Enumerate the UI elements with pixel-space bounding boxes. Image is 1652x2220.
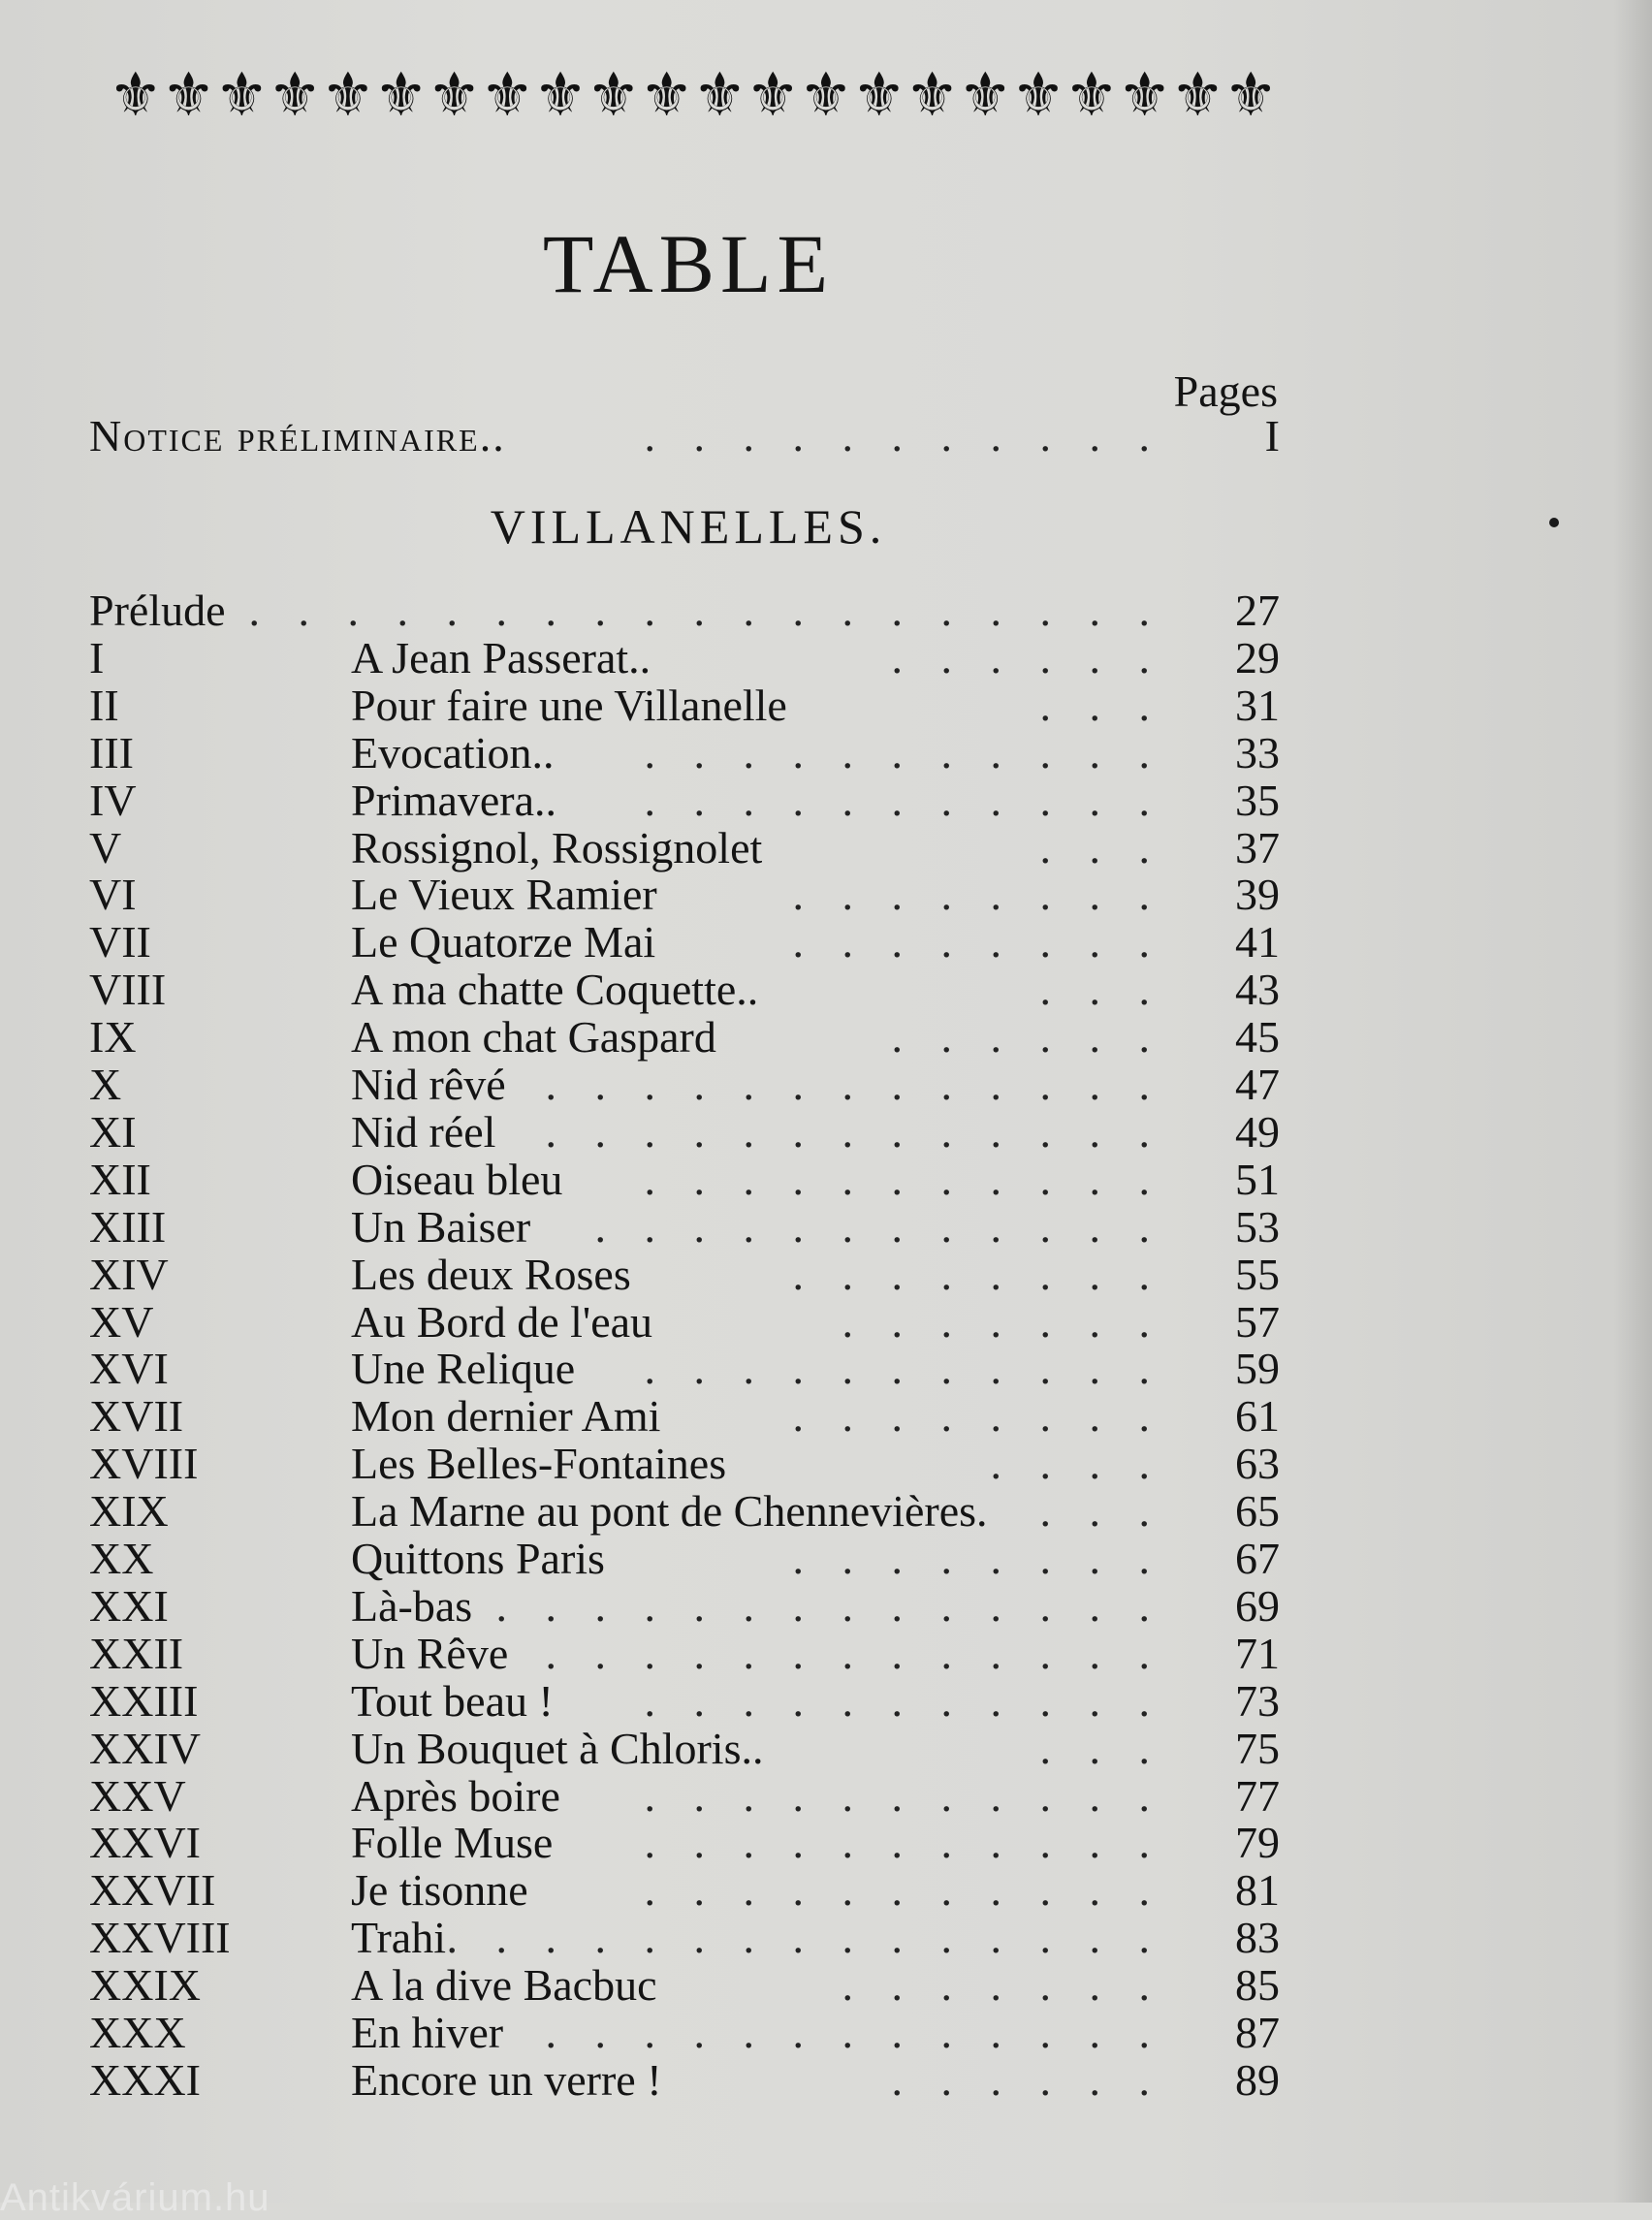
toc-entry [89, 1203, 1280, 1252]
fleur-de-lis-icon: ⚜ [1011, 59, 1060, 130]
entry-title: Rossignol, Rossignolet [351, 822, 763, 872]
dot-leader: . . . [1039, 1486, 1163, 1537]
dot-leader: . . . . . . . . . . . . [594, 1201, 1163, 1252]
fleur-de-lis-icon: ⚜ [373, 59, 423, 130]
fleur-de-lis-icon: ⚜ [958, 59, 1007, 130]
entry-title: Encore un verre ! [351, 2054, 662, 2105]
entry-title: Le Vieux Ramier [351, 870, 657, 920]
toc-entry [89, 1440, 1280, 1488]
entry-title: Folle Muse [351, 1818, 554, 1868]
dot-leader: . . . . . . . [842, 1296, 1163, 1347]
page-edge-shadow [1613, 0, 1652, 2203]
dot-leader: . . . . . . [891, 632, 1163, 682]
toc-entry [89, 1725, 1280, 1773]
entry-page-number: 27 [1235, 586, 1280, 635]
fleur-de-lis-icon: ⚜ [533, 59, 582, 130]
entry-title: Là-bas [351, 1580, 473, 1631]
fleur-de-lis-icon: ⚜ [109, 59, 157, 130]
entry-numeral: IX [89, 1012, 137, 1062]
entry-page-number: 85 [1235, 1960, 1280, 2011]
entry-numeral: XXX [89, 2008, 186, 2057]
fleur-de-lis-icon: ⚜ [905, 59, 954, 130]
entry-page-number: 63 [1235, 1439, 1280, 1489]
entry-page-number: 67 [1235, 1534, 1280, 1583]
fleur-de-lis-icon: ⚜ [1064, 59, 1113, 130]
dot-leader: . . . . . . . [842, 1960, 1163, 2011]
entry-numeral: IV [89, 775, 137, 825]
entry-title: Trahi [351, 1913, 446, 1963]
dot-leader: . . . . . . . . [792, 1249, 1163, 1299]
dot-leader: . . . . . . . . . . . . . [545, 1060, 1163, 1109]
dot-leader: . . . . . . . . . . . [644, 1675, 1163, 1726]
fleur-de-lis-icon: ⚜ [214, 59, 264, 130]
fleur-de-lis-icon: ⚜ [480, 59, 529, 130]
entry-title: Quittons Paris [351, 1534, 605, 1583]
dot-leader: . . . . . . . . [792, 1534, 1163, 1583]
dot-leader: . . . . . . . . . . . [644, 1865, 1163, 1916]
fleur-de-lis-ornament-border [109, 56, 1272, 134]
toc-entry [89, 918, 1280, 967]
toc-entry [89, 729, 1280, 777]
watermark: Antikvárium.hu [0, 2176, 270, 2219]
dot-leader: . . . . . . . . . . . . . [545, 1106, 1163, 1157]
entry-page-number: 47 [1235, 1060, 1280, 1109]
toc-entry [89, 1866, 1280, 1915]
dot-leader: . . . . . . [891, 2054, 1163, 2105]
entry-numeral: II [89, 680, 119, 730]
dot-leader: . . . . . . . . . . . [644, 411, 1163, 460]
entry-page-number: 83 [1235, 1913, 1280, 1963]
entry-numeral: X [89, 1060, 122, 1109]
fleur-de-lis-icon: ⚜ [692, 59, 742, 130]
entry-numeral: III [89, 727, 134, 777]
entry-numeral: XV [89, 1296, 154, 1347]
entry-numeral: XIII [89, 1201, 167, 1252]
toc-entry [89, 1013, 1280, 1062]
entry-title: Un Bouquet à Chloris.. [351, 1723, 764, 1773]
entry-numeral: XXV [89, 1770, 186, 1821]
dot-leader: . . . . . . . . [792, 870, 1163, 920]
entry-page-number: 69 [1235, 1580, 1280, 1631]
toc-entry [89, 1108, 1280, 1157]
entry-title: Nid réel [351, 1106, 496, 1157]
entry-page-number: 65 [1235, 1486, 1280, 1537]
notice-row [89, 409, 1280, 463]
entry-numeral: XXIX [89, 1960, 201, 2011]
toc-entry [89, 871, 1280, 919]
toc-entry [89, 682, 1280, 730]
dot-leader: . . . . . . . . . . . . . . . [446, 1913, 1163, 1963]
entry-page-number: 61 [1235, 1391, 1280, 1442]
fleur-de-lis-icon: ⚜ [799, 59, 847, 130]
entry-page-number: 31 [1235, 680, 1280, 730]
fleur-de-lis-icon: ⚜ [268, 59, 316, 130]
entry-page-number: 45 [1235, 1012, 1280, 1062]
entry-numeral: Prélude [89, 586, 226, 635]
entry-numeral: XXVIII [89, 1913, 231, 1963]
notice-label: Notice préliminaire.. [89, 411, 506, 460]
dot-leader: . . . . . . . . . . . [644, 775, 1163, 825]
toc-entry [89, 1061, 1280, 1109]
entry-page-number: 87 [1235, 2008, 1280, 2057]
toc-entry [89, 1298, 1280, 1347]
toc-entry [89, 824, 1280, 872]
toc-entry [89, 1345, 1280, 1393]
entry-page-number: 59 [1235, 1344, 1280, 1394]
entry-numeral: XVIII [89, 1439, 199, 1489]
toc-entry [89, 2056, 1280, 2105]
entry-page-number: 53 [1235, 1201, 1280, 1252]
fleur-de-lis-icon: ⚜ [587, 59, 635, 130]
dot-leader: . . . . . . . . [792, 917, 1163, 967]
toc-entry [89, 2009, 1280, 2057]
toc-entry [89, 1582, 1280, 1631]
dot-leader: . . . . . . . . . . . [644, 1344, 1163, 1394]
page-title: TABLE [542, 217, 835, 310]
entry-page-number: 51 [1235, 1154, 1280, 1204]
entry-title: A ma chatte Coquette.. [351, 965, 759, 1015]
entry-numeral: XXI [89, 1580, 169, 1631]
entry-page-number: 77 [1235, 1770, 1280, 1821]
dot-leader: . . . . . . . . [792, 1391, 1163, 1442]
entry-page-number: 35 [1235, 775, 1280, 825]
dot-leader: . . . [1039, 822, 1163, 872]
entry-title: A mon chat Gaspard [351, 1012, 716, 1062]
entry-page-number: 37 [1235, 822, 1280, 872]
dot-leader: . . . . . . . . . . . [644, 1818, 1163, 1868]
entry-numeral: VII [89, 917, 151, 967]
toc-entry [89, 777, 1280, 825]
entry-page-number: 55 [1235, 1249, 1280, 1299]
entry-numeral: XII [89, 1154, 151, 1204]
entry-page-number: 71 [1235, 1628, 1280, 1678]
entry-title: Après boire [351, 1770, 560, 1821]
toc-entry [89, 1914, 1280, 1962]
entry-title: Tout beau ! [351, 1675, 554, 1726]
entry-title: Primavera.. [351, 775, 557, 825]
entry-title: Mon dernier Ami [351, 1391, 661, 1442]
entry-page-number: 73 [1235, 1675, 1280, 1726]
dot-leader: . . . . . . . . . . . [644, 1154, 1163, 1204]
dot-leader: . . . . . . [891, 1012, 1163, 1062]
entry-title: Les Belles-Fontaines [351, 1439, 727, 1489]
fleur-de-lis-icon: ⚜ [1170, 59, 1220, 130]
entry-numeral: VI [89, 870, 137, 920]
entry-page-number: 43 [1235, 965, 1280, 1015]
dot-leader: . . . . . . . . . . . . . . [495, 1580, 1163, 1631]
entry-page-number: 79 [1235, 1818, 1280, 1868]
notice-page-number: I [1264, 411, 1280, 460]
ink-speck [1549, 518, 1559, 527]
entry-numeral: XVII [89, 1391, 184, 1442]
entry-page-number: 89 [1235, 2054, 1280, 2105]
section-heading-villanelles: VILLANELLES. [490, 499, 887, 554]
entry-numeral: XIV [89, 1249, 169, 1299]
entry-title: Pour faire une Villanelle [351, 680, 787, 730]
entry-title: Oiseau bleu [351, 1154, 563, 1204]
toc-entry [89, 1772, 1280, 1821]
entry-page-number: 81 [1235, 1865, 1280, 1916]
dot-leader: . . . . . . . . . . . . . [545, 1628, 1163, 1678]
entry-numeral: XVI [89, 1344, 169, 1394]
toc-entry [89, 1487, 1280, 1536]
entry-title: En hiver [351, 2008, 504, 2057]
entry-title: Au Bord de l'eau [351, 1296, 653, 1347]
entry-numeral: XXIV [89, 1723, 201, 1773]
fleur-de-lis-icon: ⚜ [639, 59, 688, 130]
dot-leader: . . . [1039, 680, 1163, 730]
entry-title: Nid rêvé [351, 1060, 506, 1109]
toc-entry [89, 1819, 1280, 1867]
dot-leader: . . . [1039, 1723, 1163, 1773]
dot-leader: . . . . . . . . . . . . . . . . . . . [248, 586, 1163, 635]
fleur-de-lis-icon: ⚜ [1223, 59, 1272, 130]
toc-entry [89, 1392, 1280, 1441]
toc-entry [89, 1961, 1280, 2010]
entry-title: Les deux Roses [351, 1249, 631, 1299]
toc-entry [89, 1535, 1280, 1583]
entry-page-number: 41 [1235, 917, 1280, 967]
entry-title: Un Baiser [351, 1201, 531, 1252]
toc-entry [89, 634, 1280, 682]
toc-entry [89, 1251, 1280, 1299]
entry-numeral: XI [89, 1106, 137, 1157]
entry-numeral: XX [89, 1534, 154, 1583]
entry-page-number: 39 [1235, 870, 1280, 920]
entry-numeral: I [89, 632, 105, 682]
toc-entry [89, 587, 1280, 635]
dot-leader: . . . . [990, 1439, 1163, 1489]
pages-column-label: Pages [1173, 366, 1278, 416]
entry-numeral: VIII [89, 965, 167, 1015]
entry-title: Un Rêve [351, 1628, 509, 1678]
dot-leader: . . . . . . . . . . . [644, 727, 1163, 777]
dot-leader: . . . . . . . . . . . . . [545, 2008, 1163, 2057]
entry-numeral: V [89, 822, 122, 872]
fleur-de-lis-icon: ⚜ [321, 59, 369, 130]
fleur-de-lis-icon: ⚜ [851, 59, 901, 130]
entry-numeral: XXXI [89, 2054, 201, 2105]
fleur-de-lis-icon: ⚜ [1117, 59, 1166, 130]
entry-title: La Marne au pont de Chennevières. [351, 1486, 988, 1537]
fleur-de-lis-icon: ⚜ [161, 59, 210, 130]
entry-numeral: XXVII [89, 1865, 216, 1916]
toc-entry [89, 1677, 1280, 1726]
dot-leader: . . . . . . . . . . . [644, 1770, 1163, 1821]
entry-page-number: 75 [1235, 1723, 1280, 1773]
entry-title: A Jean Passerat.. [351, 632, 651, 682]
entry-page-number: 33 [1235, 727, 1280, 777]
entry-title: A la dive Bacbuc [351, 1960, 657, 2011]
fleur-de-lis-icon: ⚜ [746, 59, 794, 130]
entry-title: Evocation.. [351, 727, 555, 777]
dot-leader: . . . [1039, 965, 1163, 1015]
entry-numeral: XIX [89, 1486, 169, 1537]
entry-title: Je tisonne [351, 1865, 528, 1916]
entry-page-number: 29 [1235, 632, 1280, 682]
toc-entry [89, 1630, 1280, 1678]
entry-page-number: 49 [1235, 1106, 1280, 1157]
entry-numeral: XXVI [89, 1818, 201, 1868]
entry-numeral: XXII [89, 1628, 184, 1678]
entry-title: Une Relique [351, 1344, 576, 1394]
fleur-de-lis-icon: ⚜ [427, 59, 476, 130]
entry-title: Le Quatorze Mai [351, 917, 656, 967]
toc-entry [89, 1156, 1280, 1204]
entry-page-number: 57 [1235, 1296, 1280, 1347]
toc-entry [89, 966, 1280, 1014]
entry-numeral: XXIII [89, 1675, 199, 1726]
